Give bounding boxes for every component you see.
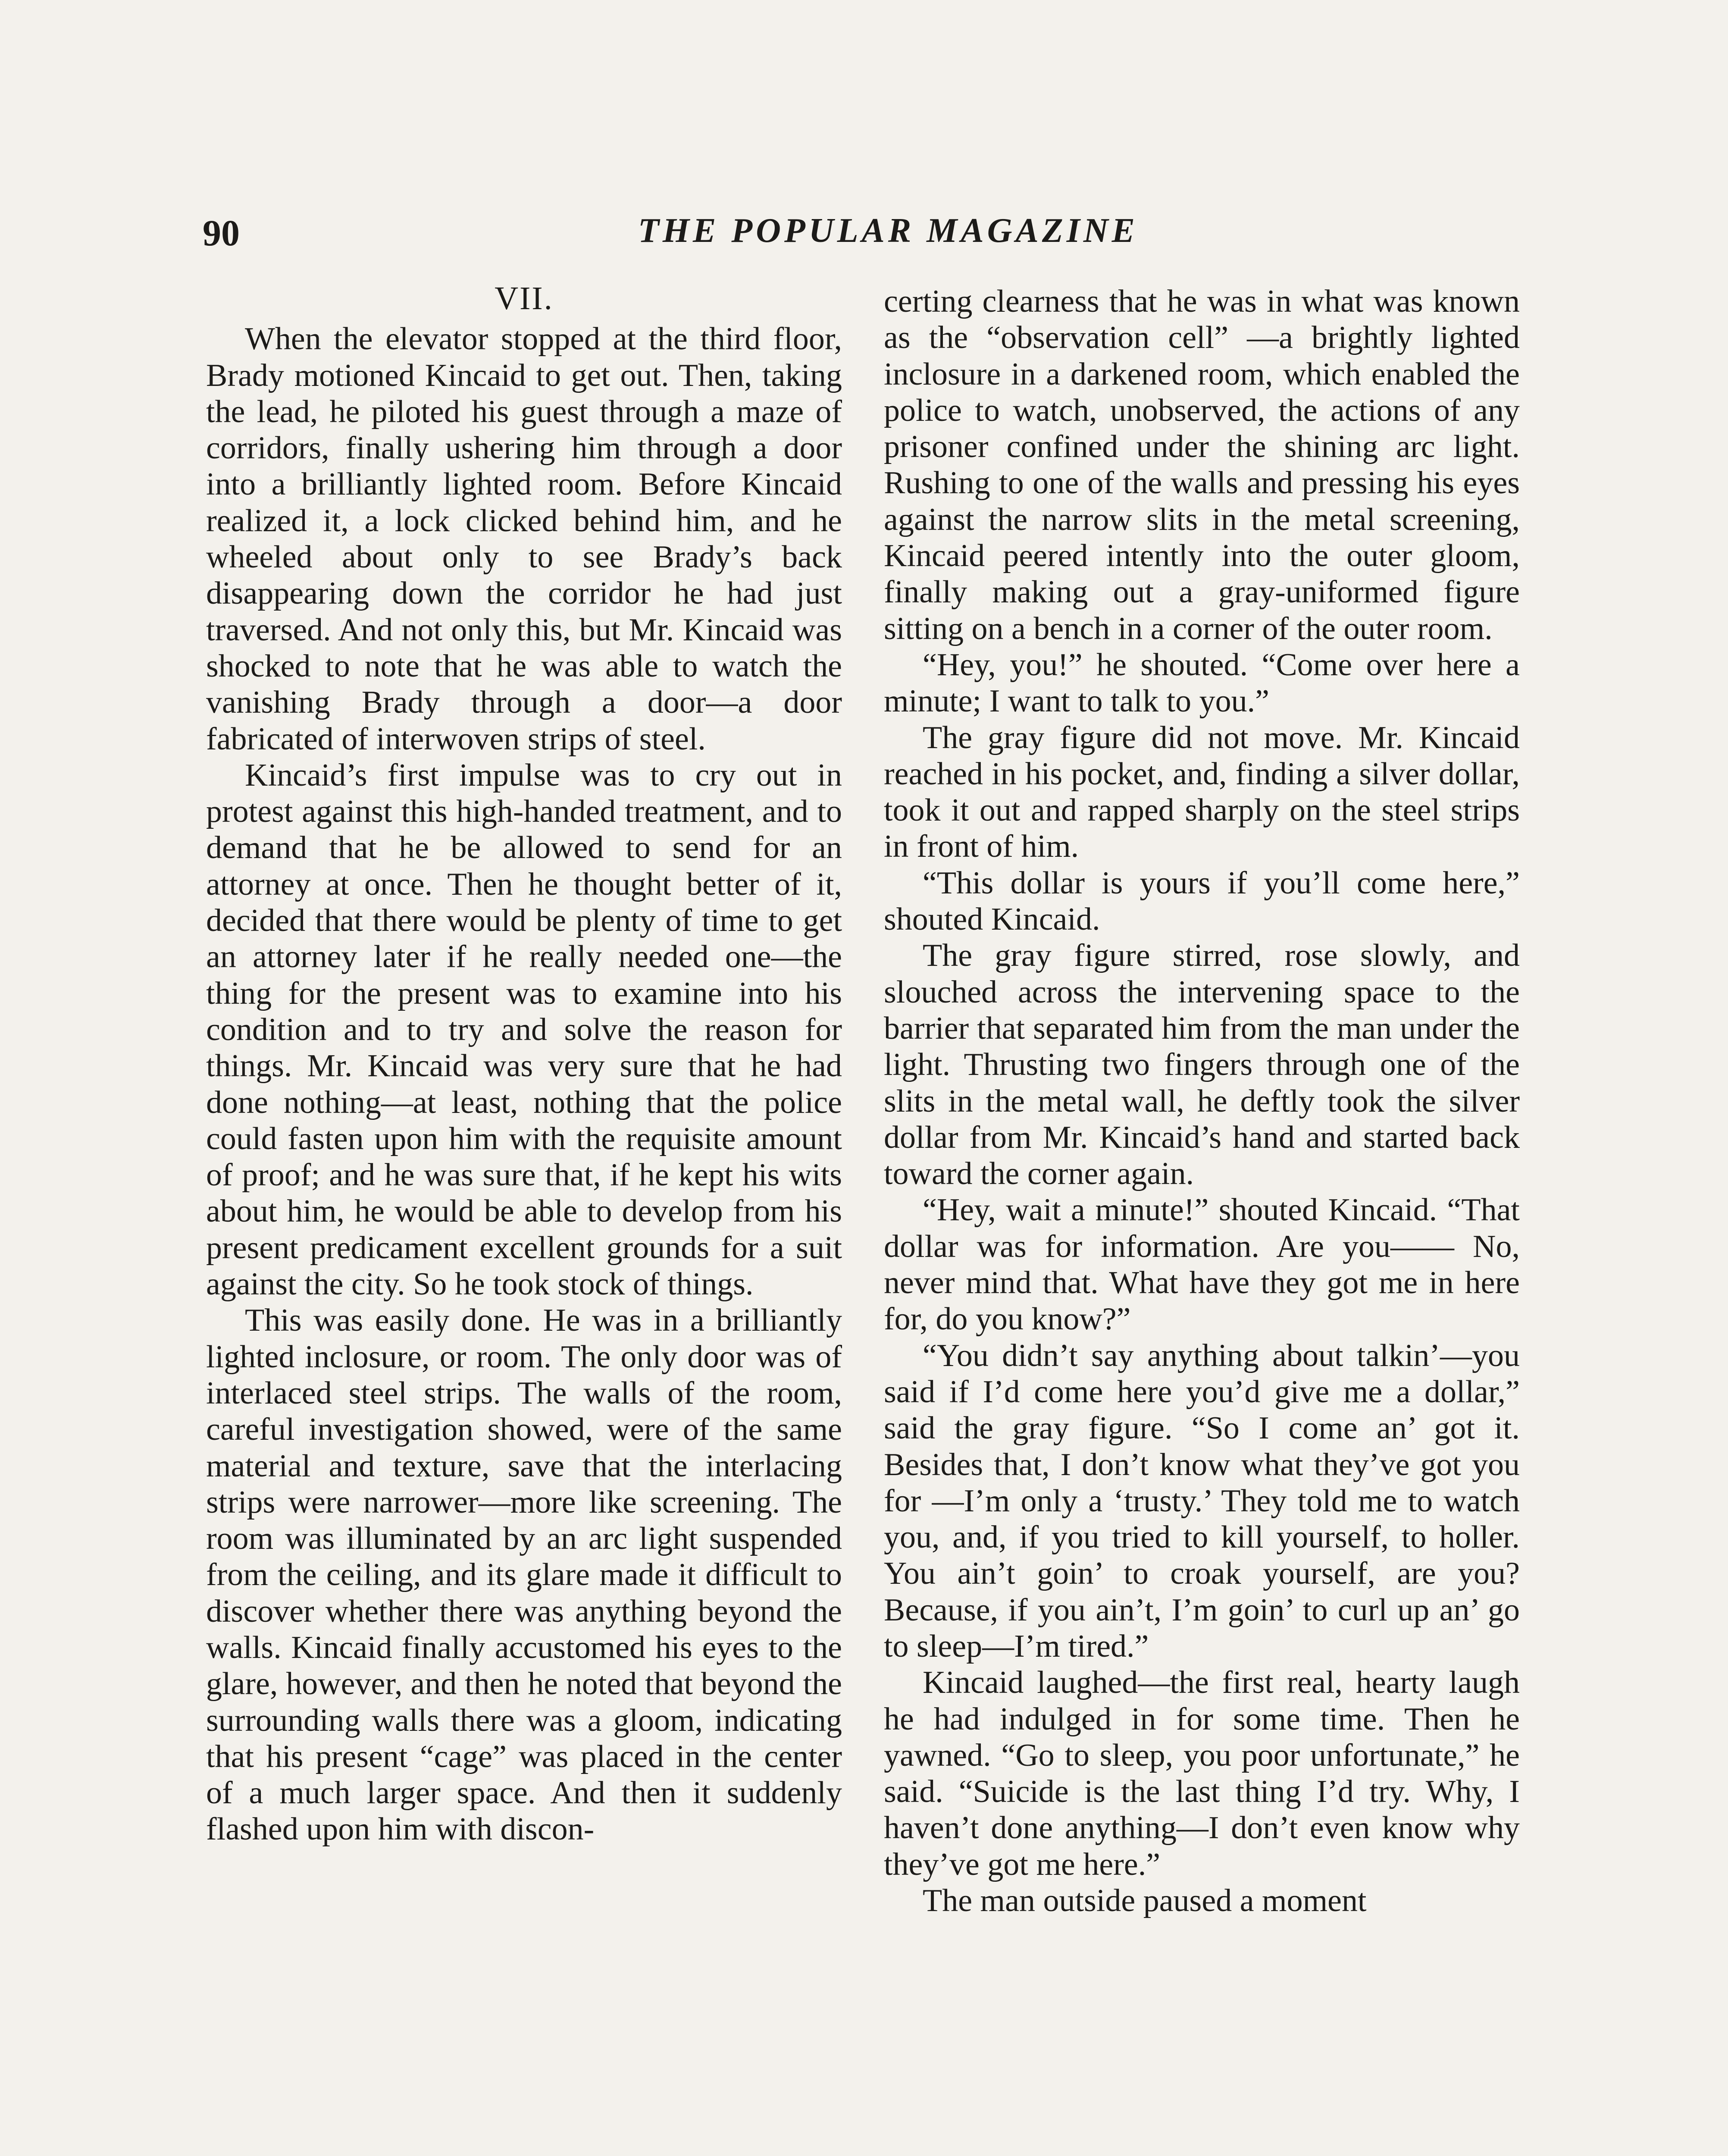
right-column bbox=[884, 283, 1520, 1919]
paragraph: Kincaid’s first impulse was to cry out in protest against this high-handed treatment, and to demand that he be allowed to send for an attorney at once. Then he thought better of it, decided that there would be plenty of time to get an attorney later if he really needed one—the thing for the present was to examine into his condition and to try and solve the reason for things. Mr. Kincaid was very sure that he had done nothing—at least, nothing that the police could fasten upon him with the requisite amount of proof; and he was sure that, if he kept his wits about him, he would be able to develop from his present predicament excellent grounds for a suit against the city. So he took stock of things. bbox=[206, 757, 842, 1302]
paragraph: This was easily done. He was in a brilliantly lighted inclosure, or room. The only door was of interlaced steel strips. The walls of the room, careful investigation showed, were of the same material and texture, save that the interlacing strips were narrower—more like screening. The room was illuminated by an arc light suspended from the ceiling, and its glare made it difficult to discover whether there was anything beyond the walls. Kincaid finally accustomed his eyes to the glare, however, and then he noted that beyond the surrounding walls there was a gloom, indicating that his present “cage” was placed in the center of a much larger space. And then it suddenly flashed upon him with discon- bbox=[206, 1303, 842, 1847]
paragraph: “Hey, you!” he shouted. “Come over here a minute; I want to talk to you.” bbox=[884, 647, 1520, 719]
paragraph: Kincaid laughed—the first real, hearty laugh he had indulged in for some time. Then he yawned. “Go to sleep, you poor unfortunate,” he said. “Suicide is the last thing I’d try. Why, I haven’t done anything—I don’t even know why they’ve got me here.” bbox=[884, 1665, 1520, 1882]
magazine-title: THE POPULAR MAGAZINE bbox=[638, 212, 1139, 250]
paragraph: “This dollar is yours if you’ll come here,” shouted Kincaid. bbox=[884, 865, 1520, 937]
page-number: 90 bbox=[203, 212, 240, 254]
paragraph: The gray figure stirred, rose slowly, and slouched across the intervening space to the barrier that separated him from the man under the light. Thrusting two fingers through one of the slits in the metal wall, he deftly took the silver dollar from Mr. Kincaid’s hand and started back toward the corner again. bbox=[884, 938, 1520, 1192]
left-column bbox=[206, 280, 842, 1848]
paragraph-continuation: certing clearness that he was in what was known as the “observation cell” —a brightly lighted inclosure in a darkened room, which enabled the police to watch, unobserved, the actions of any prisoner confined under the shining arc light. Rushing to one of the walls and pressing his eyes against the narrow slits in the metal screening, Kincaid peered intently into the outer gloom, finally making out a gray-uniformed figure sitting on a bench in a corner of the outer room. bbox=[884, 284, 1520, 646]
paragraph: When the elevator stopped at the third floor, Brady motioned Kincaid to get out. Then, taking the lead, he piloted his guest through a maze of corridors, finally ushering him through a door into a brilliantly lighted room. Before Kincaid realized it, a lock clicked behind him, and he wheeled about only to see Brady’s back disappearing down the corridor he had just traversed. And not only this, but Mr. Kincaid was shocked to note that he was able to watch the vanishing Brady through a door—a door fabricated of interwoven strips of steel. bbox=[206, 321, 842, 757]
paragraph: “Hey, wait a minute!” shouted Kincaid. “That dollar was for information. Are you—— No, never mind that. What have they got me in here for, do you know?” bbox=[884, 1192, 1520, 1337]
section-heading: VII. bbox=[495, 280, 554, 317]
page-header bbox=[203, 203, 1574, 267]
paragraph: “You didn’t say anything about talkin’—you said if I’d come here you’d give me a dollar,” said the gray figure. “So I come an’ got it. Besides that, I don’t know what they’ve got you for —I’m only a ‘trusty.’ They told me to watch you, and, if you tried to kill yourself, to holler. You ain’t goin’ to croak yourself, are you? Because, if you ain’t, I’m goin’ to curl up an’ go to sleep—I’m tired.” bbox=[884, 1338, 1520, 1664]
paragraph: The gray figure did not move. Mr. Kincaid reached in his pocket, and, finding a silver dollar, took it out and rapped sharply on the steel strips in front of him. bbox=[884, 720, 1520, 865]
paragraph: The man outside paused a moment bbox=[923, 1883, 1367, 1919]
